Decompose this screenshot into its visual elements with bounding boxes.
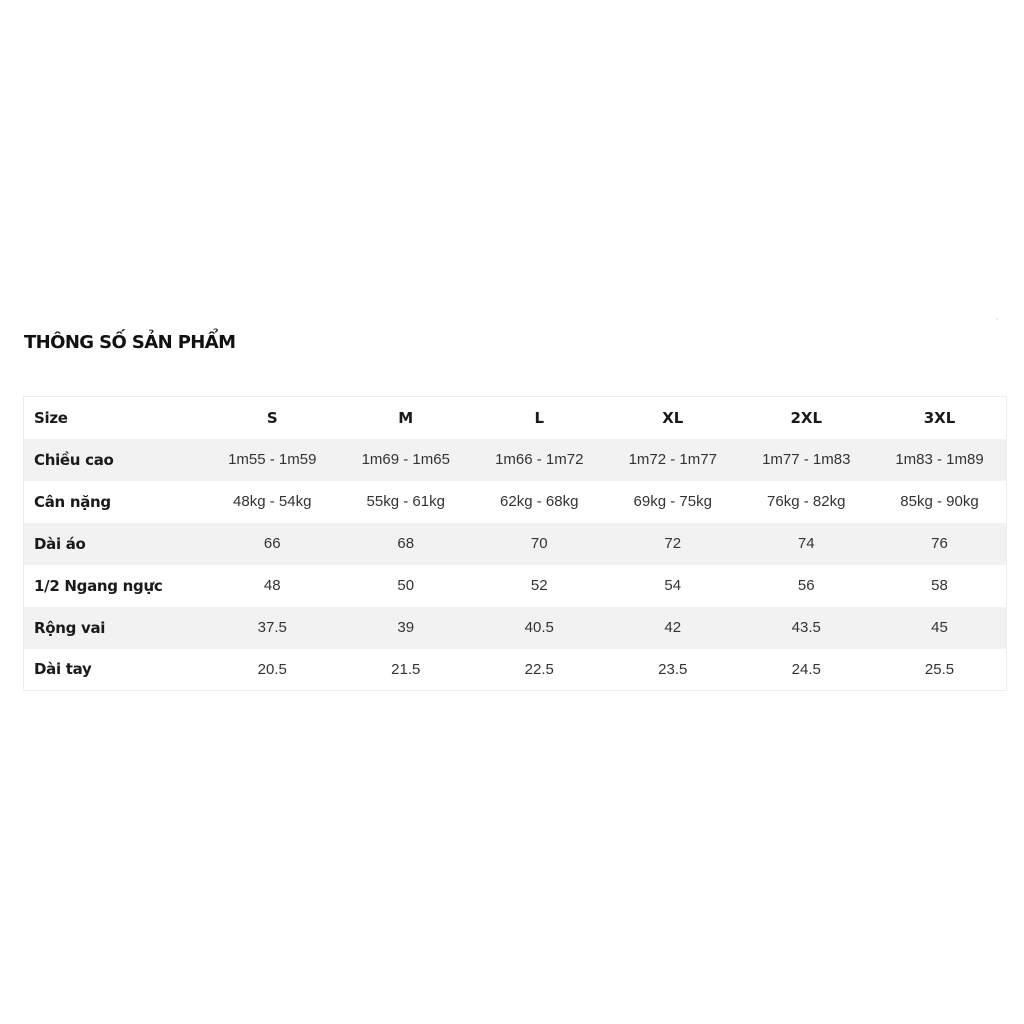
table-row: [24, 523, 1007, 565]
table-cell: 1m72 - 1m77: [628, 451, 717, 468]
table-cell: 66: [263, 535, 281, 552]
table-cell: 76kg - 82kg: [767, 493, 846, 510]
table-cell: 37.5: [257, 619, 287, 636]
table-cell: 56: [797, 577, 815, 594]
table-cell: 50: [397, 577, 415, 594]
table-cell: 25.5: [924, 660, 955, 678]
table-cell: 20.5: [257, 660, 287, 678]
table-cell: 85kg - 90kg: [900, 493, 979, 510]
table-row: [24, 565, 1007, 607]
table-cell: 76: [931, 535, 948, 552]
table-row: [24, 649, 1007, 691]
table-cell: 45: [931, 619, 948, 636]
table-cell: 42: [664, 619, 682, 636]
table-cell: 72: [664, 535, 682, 552]
row-label: 1/2 Ngang ngực: [34, 576, 163, 595]
size-chart-table: [23, 396, 1007, 691]
table-cell: 22.5: [524, 660, 554, 678]
table-cell: 58: [931, 577, 948, 594]
table-cell: 52: [530, 577, 548, 594]
size-header-s: S: [266, 408, 278, 427]
table-header-row: [24, 397, 1007, 439]
row-label: Chiều cao: [34, 450, 114, 469]
table-cell: 1m77 - 1m83: [762, 451, 851, 468]
size-header-m: M: [398, 408, 414, 427]
table-cell: 24.5: [791, 660, 821, 678]
size-header-xl: XL: [662, 408, 684, 427]
size-header-2xl: 2XL: [790, 408, 823, 427]
table-row: [24, 439, 1007, 481]
size-header-3xl: 3XL: [923, 408, 956, 427]
table-cell: 39: [397, 619, 415, 636]
header-label: Size: [34, 408, 68, 427]
table-cell: 48kg - 54kg: [233, 493, 312, 510]
table-cell: 43.5: [791, 619, 821, 636]
table-row: [24, 481, 1007, 523]
row-label: Rộng vai: [34, 618, 106, 637]
table-row: [24, 607, 1007, 649]
table-cell: 74: [797, 535, 815, 552]
table-cell: 68: [397, 535, 415, 552]
table-cell: 21.5: [391, 660, 421, 678]
row-label: Dài áo: [34, 534, 86, 553]
size-header-l: L: [534, 408, 545, 427]
table-cell: 48: [263, 577, 281, 594]
table-cell: 1m55 - 1m59: [228, 451, 317, 468]
table-cell: 69kg - 75kg: [633, 493, 712, 510]
table-cell: 55kg - 61kg: [366, 493, 445, 510]
row-label: Cân nặng: [34, 492, 111, 511]
row-label: Dài tay: [34, 660, 92, 679]
table-cell: 62kg - 68kg: [500, 493, 579, 510]
table-cell: 1m69 - 1m65: [361, 451, 450, 468]
table-cell: 1m66 - 1m72: [495, 451, 584, 468]
page-title: THÔNG SỐ SẢN PHẨM: [24, 332, 236, 353]
decorative-speck: [996, 318, 998, 320]
table-cell: 70: [530, 535, 548, 552]
table-cell: 1m83 - 1m89: [895, 451, 984, 468]
table-cell: 54: [664, 577, 682, 594]
table-cell: 40.5: [524, 619, 554, 636]
table-cell: 23.5: [658, 660, 688, 678]
